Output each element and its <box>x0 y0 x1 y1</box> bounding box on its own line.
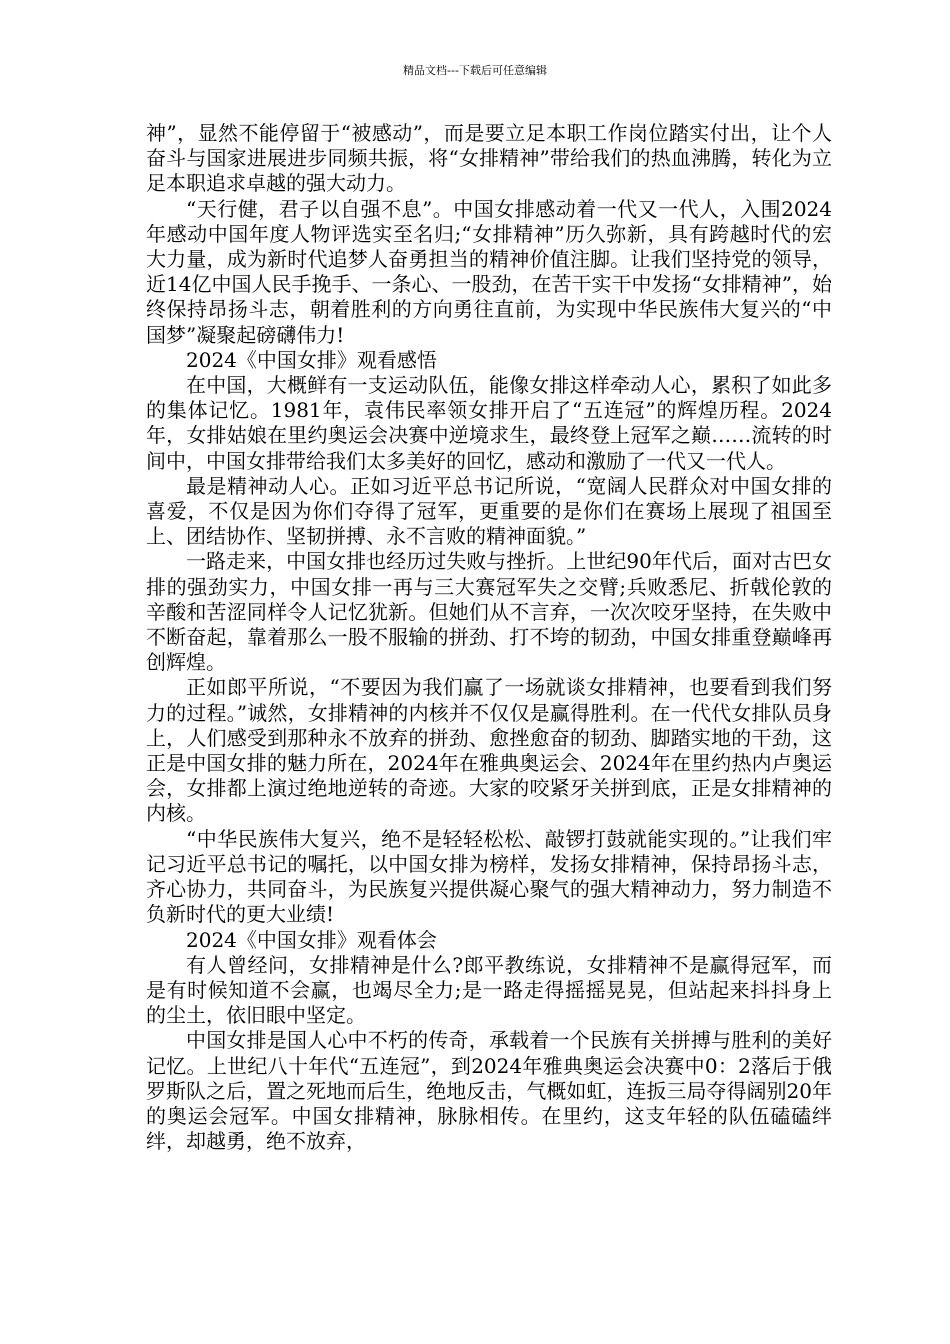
paragraph-3: 在中国，大概鲜有一支运动队伍，能像女排这样牵动人心，累积了如此多的集体记忆。1981年，袁伟民率领女排开启了“五连冠”的辉煌历程。2024年，女排姑娘在里约奥运会决赛中逆境求生，最终登上冠军之巅……流转的时间中，中国女排带给我们太多美好的回忆，感动和激励了一代又一代人。 <box>146 373 832 473</box>
page-header: 精品文档---下载后可任意编辑 <box>403 64 547 77</box>
section-heading-2: 2024《中国女排》观看体会 <box>186 927 437 952</box>
paragraph-9: 中国女排是国人心中不朽的传奇，承载着一个民族有关拼搏与胜利的美好记忆。上世纪八十年代“五连冠”，到2024年雅典奥运会决赛中0：2落后于俄罗斯队之后，置之死地而后生，绝地反击，气概如虹，连扳三局夺得阔别20年的奥运会冠军。中国女排精神，脉脉相传。在里约，这支年轻的队伍磕磕绊绊，却越勇，绝不放弃， <box>146 1028 832 1154</box>
paragraph-5: 一路走来，中国女排也经历过失败与挫折。上世纪90年代后，面对古巴女排的强劲实力，中国女排一再与三大赛冠军失之交臂;兵败悉尼、折戟伦敦的辛酸和苦涩同样令人记忆犹新。但她们从不言弃，一次次咬牙坚持，在失败中不断奋起，靠着那么一股不服输的拼劲、打不垮的韧劲，中国女排重登巅峰再创辉煌。 <box>146 549 832 675</box>
paragraph-2: “天行健，君子以自强不息”。中国女排感动着一代又一代人，入围2024年感动中国年度人物评选实至名归;“女排精神”历久弥新，具有跨越时代的宏大力量，成为新时代追梦人奋勇担当的精神价值注脚。让我们坚持党的领导，近14亿中国人民手挽手、一条心、一股劲，在苦干实干中发扬“女排精神”，始终保持昂扬斗志，朝着胜利的方向勇往直前，为实现中华民族伟大复兴的“中国梦”凝聚起磅礴伟力! <box>146 196 832 347</box>
section-heading-1: 2024《中国女排》观看感悟 <box>186 347 437 372</box>
document-body <box>146 121 832 1154</box>
paragraph-6: 正如郎平所说，“不要因为我们赢了一场就谈女排精神，也要看到我们努力的过程。”诚然，女排精神的内核并不仅仅是赢得胜利。在一代代女排队员身上，人们感受到那种永不放弃的拼劲、愈挫愈奋的韧劲、脚踏实地的干劲，这正是中国女排的魅力所在，2024年在雅典奥运会、2024年在里约热内卢奥运会，女排都上演过绝地逆转的奇迹。大家的咬紧牙关拼到底，正是女排精神的内核。 <box>146 675 832 826</box>
paragraph-1: 神”，显然不能停留于“被感动”，而是要立足本职工作岗位踏实付出，让个人奋斗与国家进展进步同频共振，将“女排精神”带给我们的热血沸腾，转化为立足本职追求卓越的强大动力。 <box>146 121 832 196</box>
paragraph-8: 有人曾经问，女排精神是什么?郎平教练说，女排精神不是赢得冠军，而是有时候知道不会赢，也竭尽全力;是一路走得摇摇晃晃，但站起来抖抖身上的尘土，依旧眼中坚定。 <box>146 952 832 1028</box>
paragraph-7: “中华民族伟大复兴，绝不是轻轻松松、敲锣打鼓就能实现的。”让我们牢记习近平总书记的嘱托，以中国女排为榜样，发扬女排精神，保持昂扬斗志，齐心协力，共同奋斗，为民族复兴提供凝心聚气的强大精神动力，努力制造不负新时代的更大业绩! <box>146 826 832 927</box>
paragraph-4: 最是精神动人心。正如习近平总书记所说，“宽阔人民群众对中国女排的喜爱，不仅是因为你们夺得了冠军，更重要的是你们在赛场上展现了祖国至上、团结协作、坚韧拼搏、永不言败的精神面貌。” <box>146 473 832 549</box>
